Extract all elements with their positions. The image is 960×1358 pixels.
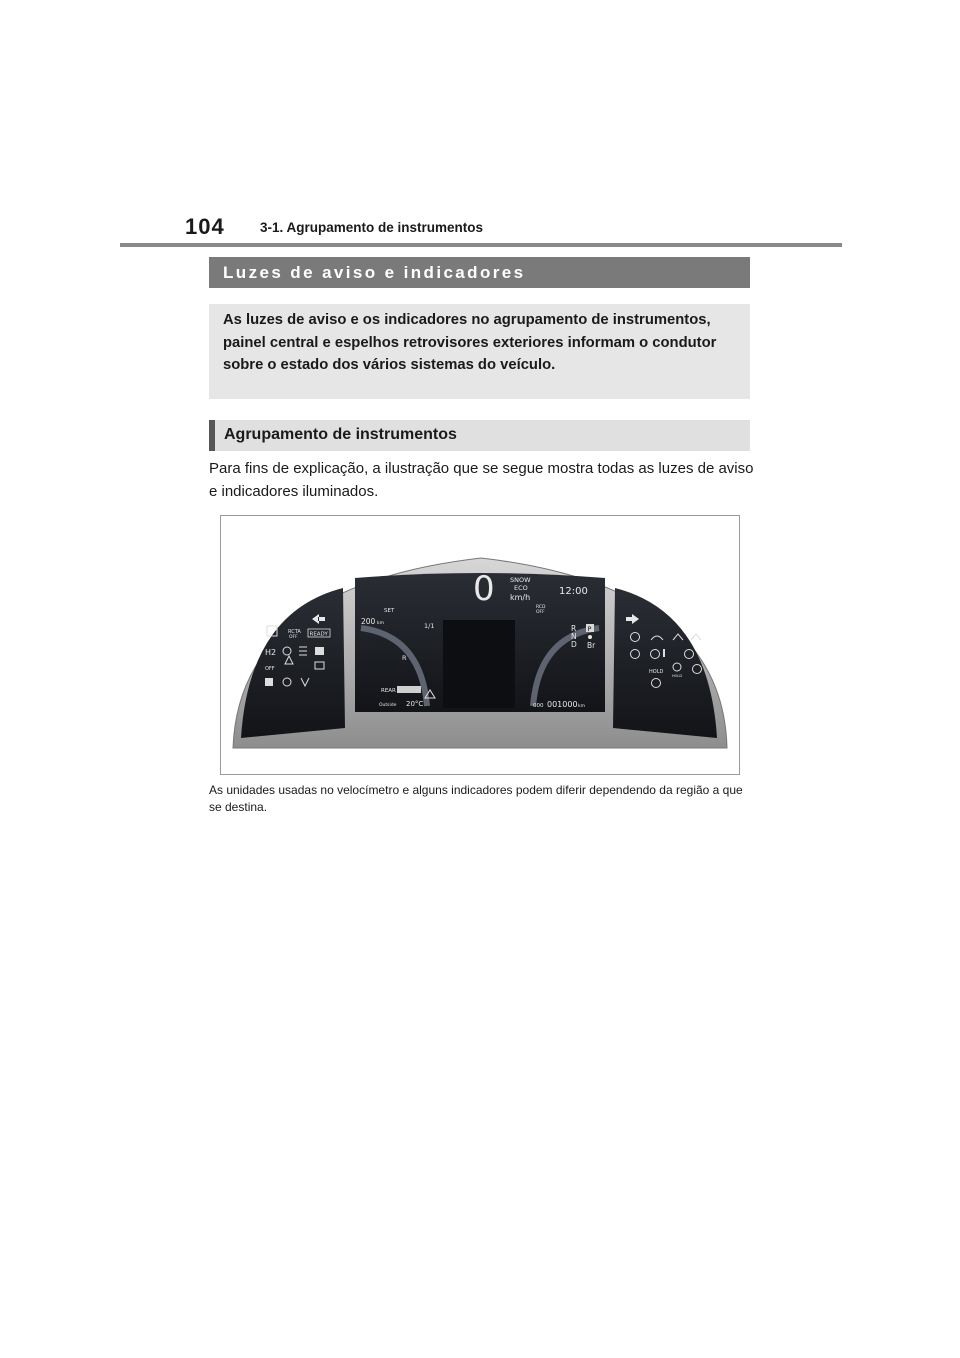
hold-small-label: HOLD	[672, 674, 683, 678]
intro-box: As luzes de aviso e os indicadores no agrupamento de instrumentos, painel central e espelhos retrovisores exteriores informam o condutor sobre o estado dos vários sistemas do veículo.	[209, 304, 750, 399]
ready-indicator: READY	[309, 631, 328, 638]
snow-indicator: SNOW	[510, 576, 531, 584]
rcta-label: RCTA	[288, 629, 301, 635]
lta-off-icon	[691, 634, 701, 640]
exclamation-icon	[663, 649, 665, 657]
odometer-prefix: 000	[533, 703, 544, 709]
speed-value: 0	[473, 569, 495, 609]
gear-n: N	[571, 632, 577, 641]
page-number: 104	[185, 214, 225, 239]
range-r-indicator: R	[402, 654, 407, 662]
set-indicator: SET	[384, 608, 395, 614]
section-title: Luzes de aviso e indicadores	[209, 257, 750, 288]
eco-indicator: ECO	[514, 584, 528, 592]
outside-label: Outside	[379, 703, 397, 708]
odometer-value: 001000	[547, 700, 578, 709]
rear-seatbelt-icons	[397, 686, 421, 693]
body-paragraph: Para fins de explicação, a ilustração que se segue mostra todas as luzes de aviso e indicadores iluminados.	[209, 460, 754, 500]
header-rule	[120, 243, 842, 247]
instrument-cluster-figure	[220, 515, 740, 775]
odometer-unit: km	[578, 704, 585, 709]
gear-br: Br	[587, 641, 596, 650]
gear-dot-icon	[588, 635, 592, 639]
outside-temp: 20°C	[406, 700, 424, 708]
rear-label: REAR	[381, 688, 396, 694]
rcta-off-label: OFF	[289, 635, 298, 640]
p-off-indicator: OFF	[265, 666, 275, 672]
speed-unit: km/h	[510, 593, 531, 602]
hold-indicator: HOLD	[649, 669, 664, 675]
rcd-label: RCD	[536, 605, 546, 610]
gear-r: R	[571, 624, 577, 633]
instrument-cluster-illustration	[221, 516, 739, 774]
range-unit: km	[377, 621, 384, 626]
high-beam-icon	[315, 647, 324, 655]
rcd-off-label: OFF	[536, 610, 545, 615]
subsection-title: Agrupamento de instrumentos	[209, 420, 750, 451]
h2-indicator: H2	[265, 648, 277, 657]
range-value: 200	[361, 617, 376, 626]
gear-d: D	[571, 640, 577, 649]
figure-caption: As unidades usadas no velocímetro e alguns indicadores podem diferir dependendo da região a que se destina.	[209, 783, 743, 814]
lane-icon	[265, 678, 273, 686]
gear-p: P	[587, 625, 592, 633]
fraction-indicator: 1/1	[424, 622, 435, 630]
chapter-title: 3-1. Agrupamento de instrumentos	[260, 220, 484, 235]
clock: 12:00	[559, 586, 588, 597]
